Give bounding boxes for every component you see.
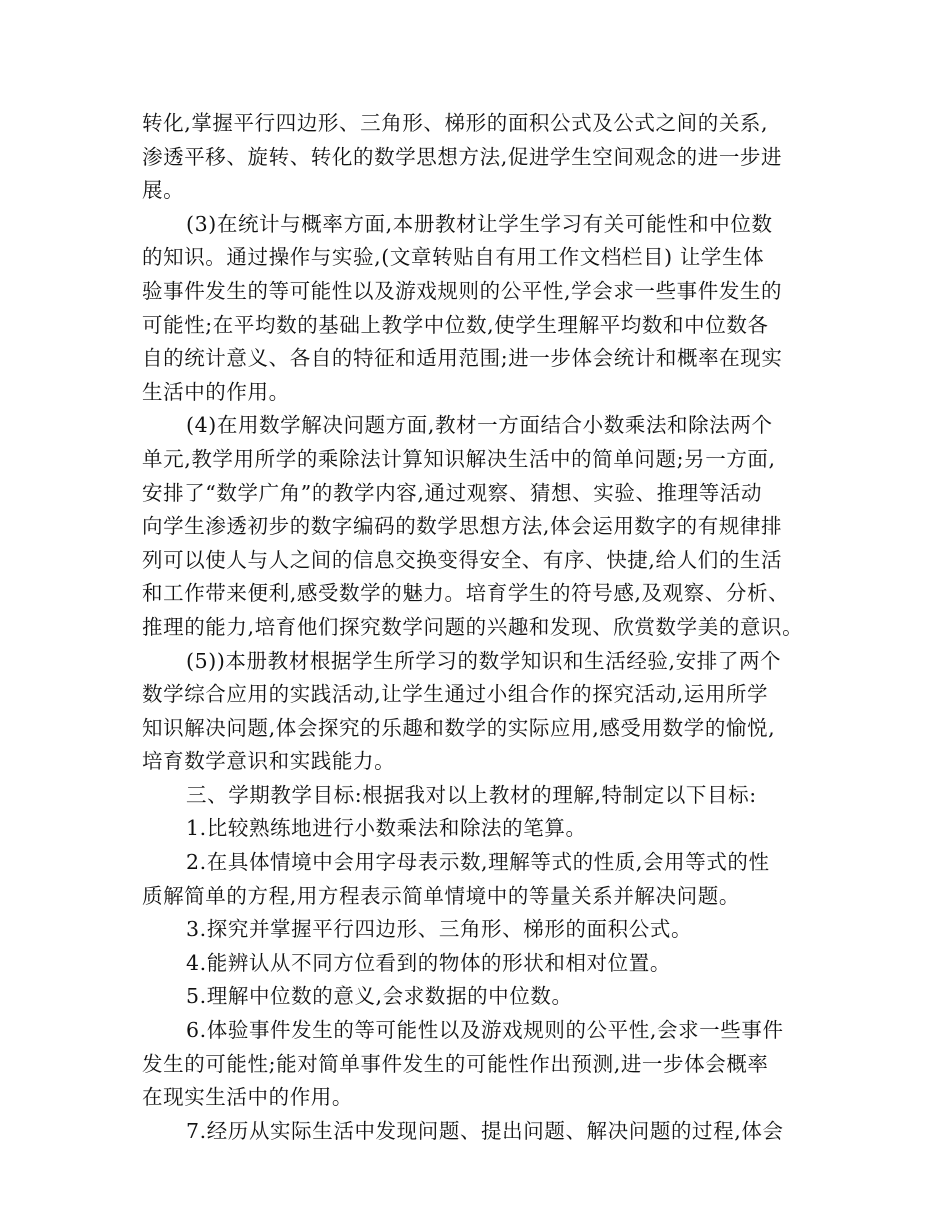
text-line: 的知识。通过操作与实验,(文章转贴自有用工作文档栏目) 让学生体: [142, 245, 765, 270]
goal-item-6: [142, 1014, 814, 1115]
text-line: 3.探究并掌握平行四边形、三角形、梯形的面积公式。: [186, 917, 693, 942]
text-line: (5))本册教材根据学生所学习的数学知识和生活经验,安排了两个: [186, 648, 782, 673]
text-line: 在现实生活中的作用。: [142, 1085, 353, 1110]
text-line: 渗透平移、旋转、转化的数学思想方法,促进学生空间观念的进一步进: [142, 144, 783, 169]
goal-item-5: [142, 980, 814, 1014]
text-line: 自的统计意义、各自的特征和适用范围;进一步体会统计和概率在现实: [142, 346, 783, 371]
text-line: 6.体验事件发生的等可能性以及游戏规则的公平性,会求一些事件: [186, 1018, 784, 1043]
text-line: 向学生渗透初步的数字编码的数学思想方法,体会运用数字的有规律排: [142, 514, 783, 539]
paragraph-practice-activities: [142, 645, 814, 779]
paragraph-area-formulas: [142, 107, 814, 208]
text-line: 质解简单的方程,用方程表示简单情境中的等量关系并解决问题。: [142, 883, 740, 908]
text-line: 和工作带来便利,感受数学的魅力。培育学生的符号感,及观察、分析、: [142, 581, 790, 606]
section-heading-semester-goals: [142, 779, 814, 813]
text-line: 2.在具体情境中会用字母表示数,理解等式的性质,会用等式的性: [186, 850, 770, 875]
text-line: 4.能辨认从不同方位看到的物体的形状和相对位置。: [186, 950, 671, 975]
paragraph-problem-solving: [142, 409, 814, 644]
goal-item-7: [142, 1115, 814, 1149]
text-line: 1.比较熟练地进行小数乘法和除法的笔算。: [186, 816, 587, 841]
text-line: 单元,教学用所学的乘除法计算知识解决生活中的简单问题;另一方面,: [142, 446, 776, 471]
text-line: 可能性;在平均数的基础上教学中位数,使学生理解平均数和中位数各: [142, 312, 769, 337]
text-line: 发生的可能性;能对简单事件发生的可能性作出预测,进一步体会概率: [142, 1051, 769, 1076]
text-line: 转化,掌握平行四边形、三角形、梯形的面积公式及公式之间的关系,: [142, 111, 769, 135]
text-line: 5.理解中位数的意义,会求数据的中位数。: [186, 984, 573, 1009]
text-line: 培育数学意识和实践能力。: [142, 749, 396, 774]
goal-item-3: [142, 913, 814, 947]
text-line: 知识解决问题,体会探究的乐趣和数学的实际应用,感受用数学的愉悦,: [142, 715, 776, 740]
text-line: (4)在用数学解决问题方面,教材一方面结合小数乘法和除法两个: [186, 413, 773, 438]
goal-item-4: [142, 947, 814, 981]
text-line: 推理的能力,培育他们探究数学问题的兴趣和发现、欣赏数学美的意识。: [142, 614, 804, 639]
text-line: (3)在统计与概率方面,本册教材让学生学习有关可能性和中位数: [186, 211, 773, 236]
document-page: [142, 107, 814, 1148]
text-line: 安排了“数学广角”的教学内容,通过观察、猜想、实验、推理等活动: [142, 480, 763, 505]
text-line: 展。: [142, 178, 185, 203]
text-line: 数学综合应用的实践活动,让学生通过小组合作的探究活动,运用所学: [142, 682, 769, 707]
text-line: 生活中的作用。: [142, 379, 290, 404]
text-line: 验事件发生的等可能性以及游戏规则的公平性,学会求一些事件发生的: [142, 278, 783, 303]
text-line: 三、学期教学目标:根据我对以上教材的理解,特制定以下目标:: [186, 782, 757, 807]
paragraph-statistics-probability: [142, 208, 814, 410]
text-line: 列可以使人与人之间的信息交换变得安全、有序、快捷,给人们的生活: [142, 547, 783, 572]
goal-item-1: [142, 812, 814, 846]
goal-item-2: [142, 846, 814, 913]
text-line: 7.经历从实际生活中发现问题、提出问题、解决问题的过程,体会: [186, 1118, 784, 1143]
